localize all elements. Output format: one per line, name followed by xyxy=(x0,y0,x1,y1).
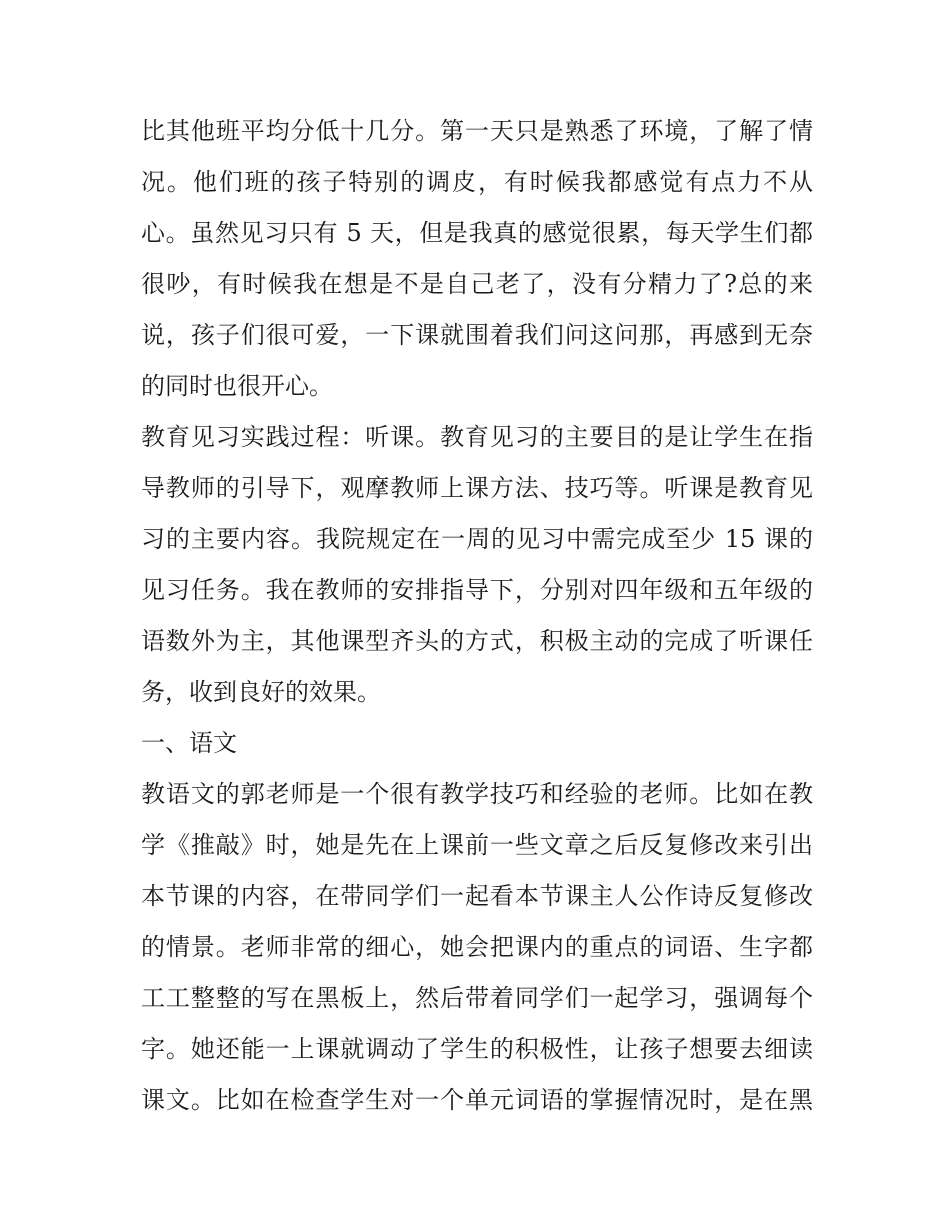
text-line: 务，收到良好的效果。 xyxy=(141,678,381,706)
text-line: 比其他班平均分低十几分。第一天只是熟悉了环境，了解了情 xyxy=(141,117,813,145)
text-line: 语数外为主，其他课型齐头的方式，积极主动的完成了听课任 xyxy=(141,627,813,655)
text-line: 工工整整的写在黑板上，然后带着同学们一起学习，强调每个 xyxy=(141,984,813,1012)
text-line: 字。她还能一上课就调动了学生的积极性，让孩子想要去细读 xyxy=(141,1035,813,1063)
text-line: 的同时也很开心。 xyxy=(141,372,333,400)
text-line: 的情景。老师非常的细心，她会把课内的重点的词语、生字都 xyxy=(141,933,813,961)
text-line: 心。虽然见习只有 5 天，但是我真的感觉很累，每天学生们都 xyxy=(141,219,813,247)
paragraph xyxy=(141,769,813,1126)
text-line: 教语文的郭老师是一个很有教学技巧和经验的老师。比如在教 xyxy=(141,780,813,808)
paragraph xyxy=(141,412,813,718)
text-line: 见习任务。我在教师的安排指导下，分别对四年级和五年级的 xyxy=(141,576,813,604)
text-line: 很吵，有时候我在想是不是自己老了，没有分精力了?总的来 xyxy=(141,270,813,298)
text-line: 一、语文 xyxy=(141,729,237,757)
document-body xyxy=(141,106,813,1126)
text-line: 况。他们班的孩子特别的调皮，有时候我都感觉有点力不从 xyxy=(141,168,813,196)
text-line: 学《推敲》时，她是先在上课前一些文章之后反复修改来引出 xyxy=(141,831,813,859)
text-line: 教育见习实践过程：听课。教育见习的主要目的是让学生在指 xyxy=(141,423,813,451)
text-line: 课文。比如在检查学生对一个单元词语的掌握情况时，是在黑 xyxy=(141,1086,813,1114)
text-line: 习的主要内容。我院规定在一周的见习中需完成至少 15 课的 xyxy=(141,525,813,553)
paragraph xyxy=(141,718,813,769)
text-line: 本节课的内容，在带同学们一起看本节课主人公作诗反复修改 xyxy=(141,882,813,910)
text-line: 说，孩子们很可爱，一下课就围着我们问这问那，再感到无奈 xyxy=(141,321,813,349)
paragraph xyxy=(141,106,813,412)
text-line: 导教师的引导下，观摩教师上课方法、技巧等。听课是教育见 xyxy=(141,474,813,502)
